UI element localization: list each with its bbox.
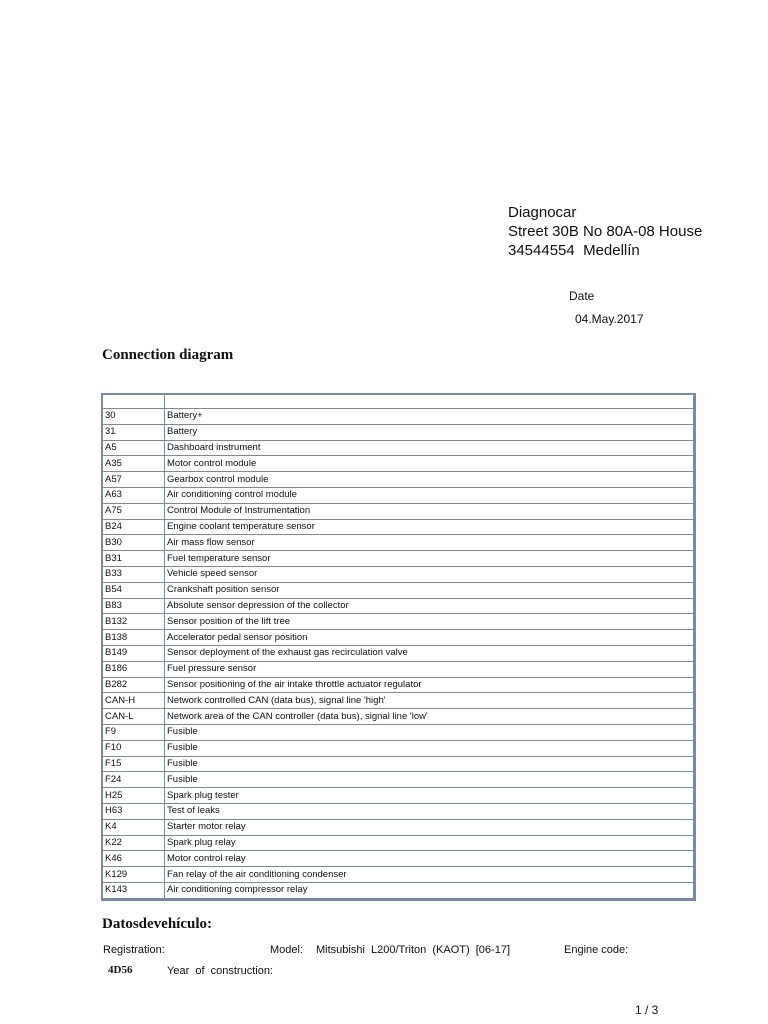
component-description-cell: Absolute sensor depression of the collector: [165, 598, 694, 614]
component-code-cell: A57: [103, 472, 165, 488]
component-code-cell: K143: [103, 882, 165, 898]
table-row: [103, 409, 694, 425]
engine-code-value: 4D56: [108, 964, 133, 976]
table-row: [103, 535, 694, 551]
component-description-cell: Network controlled CAN (data bus), signal line 'high': [165, 693, 694, 709]
connection-table: [101, 393, 696, 901]
component-code-cell: H63: [103, 803, 165, 819]
component-code-cell: F9: [103, 724, 165, 740]
component-code-cell: K129: [103, 867, 165, 883]
component-description-cell: Crankshaft position sensor: [165, 582, 694, 598]
model-value: Mitsubishi L200/Triton (KAOT) [06-17]: [316, 944, 510, 956]
component-description-cell: Battery: [165, 424, 694, 440]
table-row: [103, 740, 694, 756]
table-row: [103, 551, 694, 567]
company-name: Diagnocar: [508, 204, 577, 221]
date-value: 04.May.2017: [575, 312, 644, 326]
table-row: [103, 566, 694, 582]
table-row: [103, 630, 694, 646]
component-code-cell: CAN-L: [103, 709, 165, 725]
component-code-cell: A63: [103, 487, 165, 503]
company-phone-city: 34544554 Medellín: [508, 242, 640, 259]
table-row: [103, 709, 694, 725]
component-description-cell: Fusible: [165, 724, 694, 740]
component-code-cell: B24: [103, 519, 165, 535]
table-row: [103, 661, 694, 677]
component-code-cell: B186: [103, 661, 165, 677]
component-description-cell: Network area of the CAN controller (data bus), signal line 'low': [165, 709, 694, 725]
component-description-cell: Fan relay of the air conditioning condenser: [165, 867, 694, 883]
table-row: [103, 724, 694, 740]
component-description-cell: Motor control module: [165, 456, 694, 472]
component-description-cell: Fusible: [165, 756, 694, 772]
component-description-cell: Fuel temperature sensor: [165, 551, 694, 567]
component-description-cell: Battery+: [165, 409, 694, 425]
vehicle-data-title: Datosdevehículo:: [102, 916, 212, 932]
component-code-cell: B33: [103, 566, 165, 582]
component-code-cell: B31: [103, 551, 165, 567]
component-code-cell: F15: [103, 756, 165, 772]
component-description-cell: Test of leaks: [165, 803, 694, 819]
component-description-cell: Spark plug relay: [165, 835, 694, 851]
table-row: [103, 867, 694, 883]
model-label: Model:: [270, 944, 304, 956]
component-code-cell: B30: [103, 535, 165, 551]
component-code-cell: B138: [103, 630, 165, 646]
table-row: [103, 519, 694, 535]
vehicle-row-2: [108, 964, 408, 978]
header-description-cell: [165, 395, 694, 409]
table-row: [103, 693, 694, 709]
component-code-cell: F24: [103, 772, 165, 788]
company-block: [508, 203, 702, 260]
table-row: [103, 756, 694, 772]
component-description-cell: Dashboard instrument: [165, 440, 694, 456]
component-code-cell: 30: [103, 409, 165, 425]
page-number: 1 / 3: [635, 1003, 659, 1017]
table-row: [103, 788, 694, 804]
table-row: [103, 472, 694, 488]
component-code-cell: B83: [103, 598, 165, 614]
component-description-cell: Fusible: [165, 740, 694, 756]
table-row: [103, 772, 694, 788]
table-row: [103, 614, 694, 630]
table-row: [103, 503, 694, 519]
component-description-cell: Vehicle speed sensor: [165, 566, 694, 582]
table-row: [103, 835, 694, 851]
component-code-cell: A5: [103, 440, 165, 456]
company-address: Street 30B No 80A-08 House: [508, 223, 703, 240]
component-code-cell: B282: [103, 677, 165, 693]
connection-diagram-title: Connection diagram: [102, 347, 234, 363]
component-description-cell: Air mass flow sensor: [165, 535, 694, 551]
component-description-cell: Air conditioning compressor relay: [165, 882, 694, 898]
component-description-cell: Motor control relay: [165, 851, 694, 867]
component-code-cell: A75: [103, 503, 165, 519]
table-row: [103, 487, 694, 503]
component-code-cell: K4: [103, 819, 165, 835]
component-description-cell: Accelerator pedal sensor position: [165, 630, 694, 646]
component-description-cell: Fuel pressure sensor: [165, 661, 694, 677]
year-of-construction-label: Year of construction:: [167, 965, 273, 977]
table-row: [103, 456, 694, 472]
table-header-row: [103, 395, 694, 409]
date-label: Date: [569, 289, 595, 303]
component-description-cell: Sensor positioning of the air intake throttle actuator regulator: [165, 677, 694, 693]
component-code-cell: F10: [103, 740, 165, 756]
registration-label: Registration:: [103, 944, 165, 956]
table-row: [103, 677, 694, 693]
table-row: [103, 598, 694, 614]
component-description-cell: Gearbox control module: [165, 472, 694, 488]
component-code-cell: 31: [103, 424, 165, 440]
table-row: [103, 424, 694, 440]
component-code-cell: K46: [103, 851, 165, 867]
component-code-cell: CAN-H: [103, 693, 165, 709]
table-row: [103, 803, 694, 819]
table-row: [103, 440, 694, 456]
component-description-cell: Control Module of Instrumentation: [165, 503, 694, 519]
component-description-cell: Sensor deployment of the exhaust gas recirculation valve: [165, 645, 694, 661]
component-code-cell: K22: [103, 835, 165, 851]
component-code-cell: B132: [103, 614, 165, 630]
component-description-cell: Air conditioning control module: [165, 487, 694, 503]
component-description-cell: Starter motor relay: [165, 819, 694, 835]
component-code-cell: B149: [103, 645, 165, 661]
engine-code-label: Engine code:: [564, 944, 629, 956]
component-code-cell: H25: [103, 788, 165, 804]
table-row: [103, 582, 694, 598]
component-description-cell: Spark plug tester: [165, 788, 694, 804]
table-row: [103, 819, 694, 835]
component-code-cell: A35: [103, 456, 165, 472]
table-row: [103, 645, 694, 661]
table-row: [103, 851, 694, 867]
table-row: [103, 882, 694, 898]
header-code-cell: [103, 395, 165, 409]
vehicle-row-1: [103, 944, 663, 958]
component-description-cell: Fusible: [165, 772, 694, 788]
component-description-cell: Engine coolant temperature sensor: [165, 519, 694, 535]
component-description-cell: Sensor position of the lift tree: [165, 614, 694, 630]
component-code-cell: B54: [103, 582, 165, 598]
